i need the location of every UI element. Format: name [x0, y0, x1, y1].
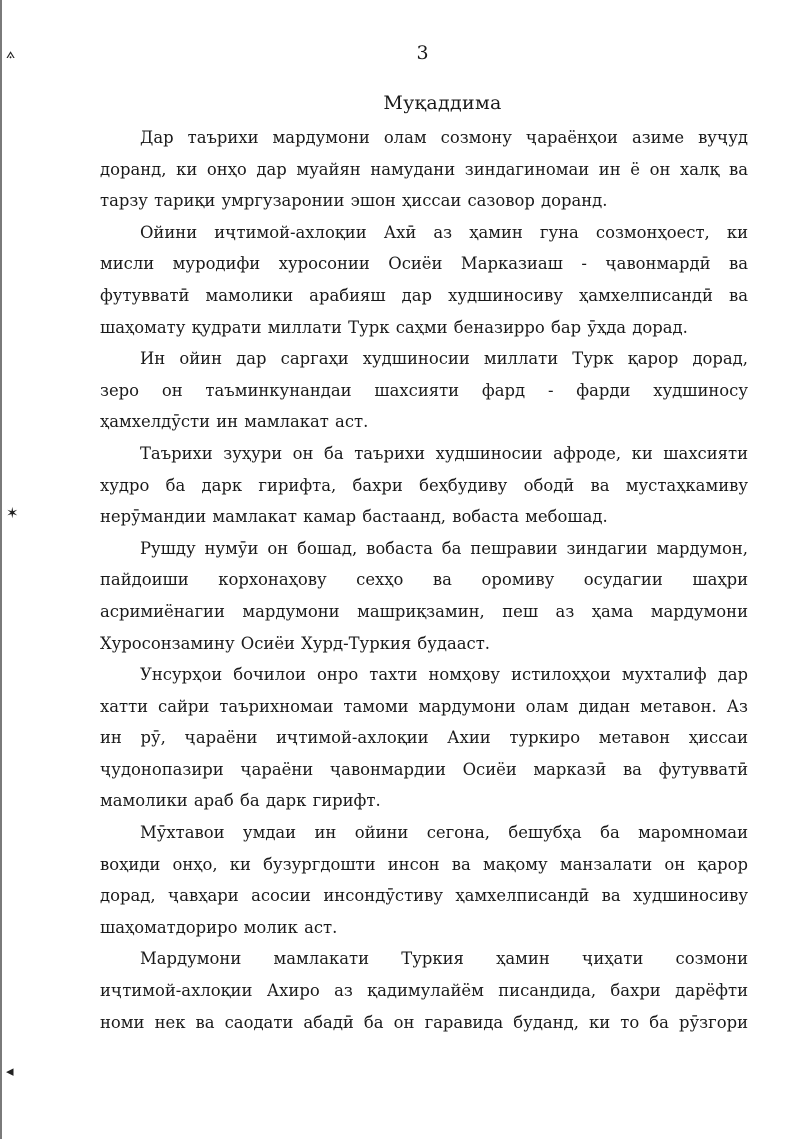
scan-mark-top: ⟑ — [6, 44, 16, 62]
text-line: воҳиди онҳо, ки бузургдошти инсон ва мақому манзалати он қарор — [100, 854, 748, 874]
text-line: Мӯхтавои умдаи ин ойини сегона, бешубҳа ба маромномаи — [140, 823, 748, 843]
text-line: футувватӣ мамолики арабияш дар худшиносиву ҳамхелписандӣ ва — [100, 285, 748, 305]
paragraph — [100, 438, 748, 533]
page-number: 3 — [416, 42, 429, 64]
text-line: Ойини иҷтимой-ахлоқии Ахӣ аз ҳамин гуна созмонҳоест, ки — [140, 222, 748, 242]
scan-mark-middle: ✶ — [6, 504, 19, 522]
text-line: зеро он таъминкунандаи шахсияти фард - фарди худшиносу — [100, 380, 748, 400]
text-line: худро ба дарк гирифта, бахри беҳбудиву ободӣ ва мустаҳкамиву — [100, 475, 748, 495]
text-line: ҳамхелдӯсти ин мамлакат аст. — [100, 412, 369, 432]
paragraph — [100, 817, 748, 943]
text-line: шаҳомату қудрати миллати Турк саҳми беназирро бар ӯҳда дорад. — [100, 317, 688, 337]
paragraph — [100, 122, 748, 217]
scan-mark-bottom: ◂ — [6, 1062, 14, 1080]
text-line: хатти сайри таърихномаи тамоми мардумони олам дидан метавон. Аз — [100, 696, 748, 716]
text-line: тарзу тариқи умргузаронии эшон ҳиссаи сазовор доранд. — [100, 191, 608, 211]
text-line: Хуросонзамину Осиёи Хурд-Туркия будааст. — [100, 633, 491, 653]
text-line: шаҳоматдориро молик аст. — [100, 917, 338, 937]
paragraph — [100, 217, 748, 343]
paragraph — [100, 943, 748, 1038]
text-line: номи нек ва саодати абадӣ ба он гаравида буданд, ки то ба рӯзгори — [100, 1012, 748, 1032]
document-body — [100, 122, 748, 1038]
text-line: дорад, ҷавҳари асосии инсондӯстиву ҳамхелписандӣ ва худшиносиву — [100, 886, 748, 906]
paragraph — [100, 533, 748, 659]
left-edge-shadow — [0, 0, 2, 1139]
text-line: Таърихи зуҳури он ба таърихи худшиносии афроде, ки шахсияти — [140, 443, 748, 463]
paragraph — [100, 343, 748, 438]
text-line: иҷтимой-ахлоқии Ахиро аз қадимулайём писандида, бахри дарёфти — [100, 981, 748, 1001]
text-line: Дар таърихи мардумони олам созмону ҷараёнҳои азиме вуҷуд — [140, 128, 748, 147]
text-line: Ин ойин дар саргаҳи худшиносии миллати Турк қарор дорад, — [140, 349, 748, 369]
text-line: нерӯмандии мамлакат камар бастаанд, вобаста мебошад. — [100, 507, 608, 527]
text-line: асримиёнагии мардумони машриқзамин, пеш аз ҳама мардумони — [100, 601, 748, 621]
text-line: Унсурҳои бочилои онро тахти номҳову истилоҳҳои мухталиф дар — [140, 665, 748, 685]
text-line: Рушду нумӯи он бошад, вобаста ба пешравии зиндагии мардумон, — [140, 538, 748, 558]
text-line: мисли муродифи хуросонии Осиёи Марказиаш - ҷавонмардӣ ва — [100, 254, 748, 274]
page-title: Муқаддима — [383, 92, 502, 114]
text-line: ин рӯ, ҷараёни иҷтимой-ахлоқии Ахии туркиро метавон ҳиссаи — [100, 728, 748, 748]
text-line: доранд, ки онҳо дар муайян намудани зиндагиномаи ин ё он халқ ва — [100, 159, 748, 179]
paragraph — [100, 659, 748, 817]
text-line: пайдоиши корхонаҳову сехҳо ва оромиву осудагии шаҳри — [100, 570, 748, 590]
text-line: Мардумони мамлакати Туркия ҳамин ҷиҳати созмони — [140, 949, 748, 969]
text-line: мамолики араб ба дарк гирифт. — [100, 791, 381, 811]
text-line: ҷудонопазири ҷараёни ҷавонмардии Осиёи марказӣ ва футувватӣ — [100, 759, 748, 779]
